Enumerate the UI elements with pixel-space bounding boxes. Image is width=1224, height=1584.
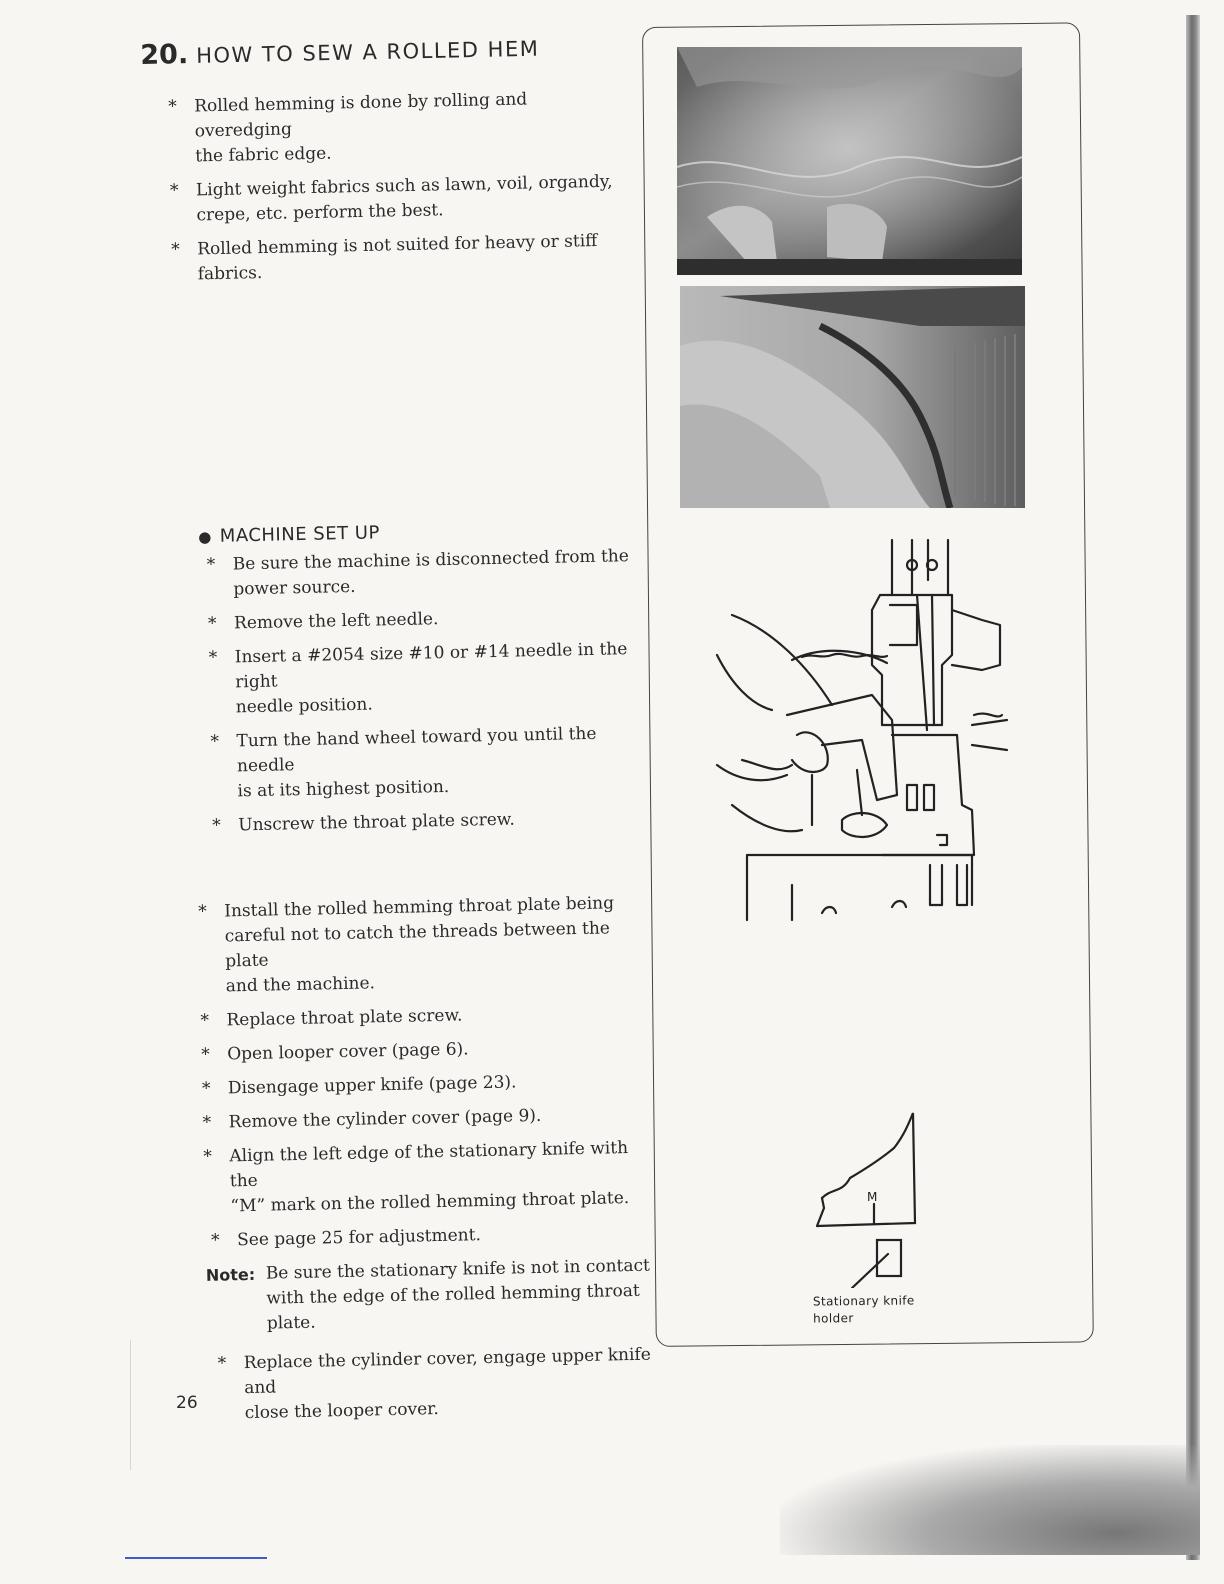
list-item: * Turn the hand wheel toward you until the needle is at its highest position. (210, 723, 597, 802)
list-item: * Replace the cylinder cover, engage upper knife and close the looper cover. (217, 1344, 652, 1424)
knife-holder-diagram (812, 1108, 922, 1288)
fold-line (130, 1340, 131, 1470)
machine-foot-illustration (712, 535, 1012, 925)
page-number: 26 (176, 1393, 198, 1413)
list-item: * Align the left edge of the stationary knife with the “M” mark on the rolled hemming throat plate. (203, 1138, 630, 1217)
list-item: * Replace throat plate screw. (200, 1005, 463, 1031)
list-item: * Unscrew the throat plate screw. (212, 809, 515, 836)
list-item: * See page 25 for adjustment. (210, 1225, 482, 1251)
note-label: Note: (205, 1264, 256, 1285)
m-mark-label: M (867, 1190, 878, 1204)
machine-setup (198, 517, 643, 848)
section-title-text: HOW TO SEW A ROLLED HEM (195, 36, 540, 68)
list-item: * Install the rolled hemming throat plate being careful not to catch the threads between the plate and the machine. (198, 893, 615, 997)
list-item: * Light weight fabrics such as lawn, voil, organdy, crepe, etc. perform the best. (169, 171, 613, 226)
section-number: 20. (140, 38, 189, 71)
list-item: * Insert a #2054 size #10 or #14 needle in the right needle position. (208, 639, 628, 718)
list-item: * Disengage upper knife (page 23). (201, 1072, 517, 1099)
list-item: * Remove the left needle. (207, 609, 439, 634)
list-item: * Rolled hemming is not suited for heavy or stiff fabrics. (171, 231, 598, 285)
list-item: * Rolled hemming is done by rolling and overedging the fabric edge. (168, 89, 528, 167)
list-item: * Open looper cover (page 6). (201, 1039, 469, 1065)
photo-dress-hem (677, 47, 1022, 275)
scan-mark (125, 1557, 267, 1559)
scan-shadow (780, 1445, 1200, 1555)
note: Note: Be sure the stationary knife is not in contact with the edge of the rolled hemming throat plate. (205, 1255, 651, 1334)
install-steps (198, 891, 654, 1436)
photo-rolled-hem-fabric (680, 286, 1025, 508)
setup-heading: ● MACHINE SET UP (198, 522, 381, 547)
intro-bullets (168, 86, 622, 297)
list-item: * Be sure the machine is disconnected from the power source. (206, 546, 630, 600)
page-binding-edge (1186, 15, 1200, 1560)
list-item: * Remove the cylinder cover (page 9). (202, 1105, 542, 1133)
diagram-caption: Stationary knife holder (812, 1293, 915, 1326)
section-title (140, 32, 540, 71)
